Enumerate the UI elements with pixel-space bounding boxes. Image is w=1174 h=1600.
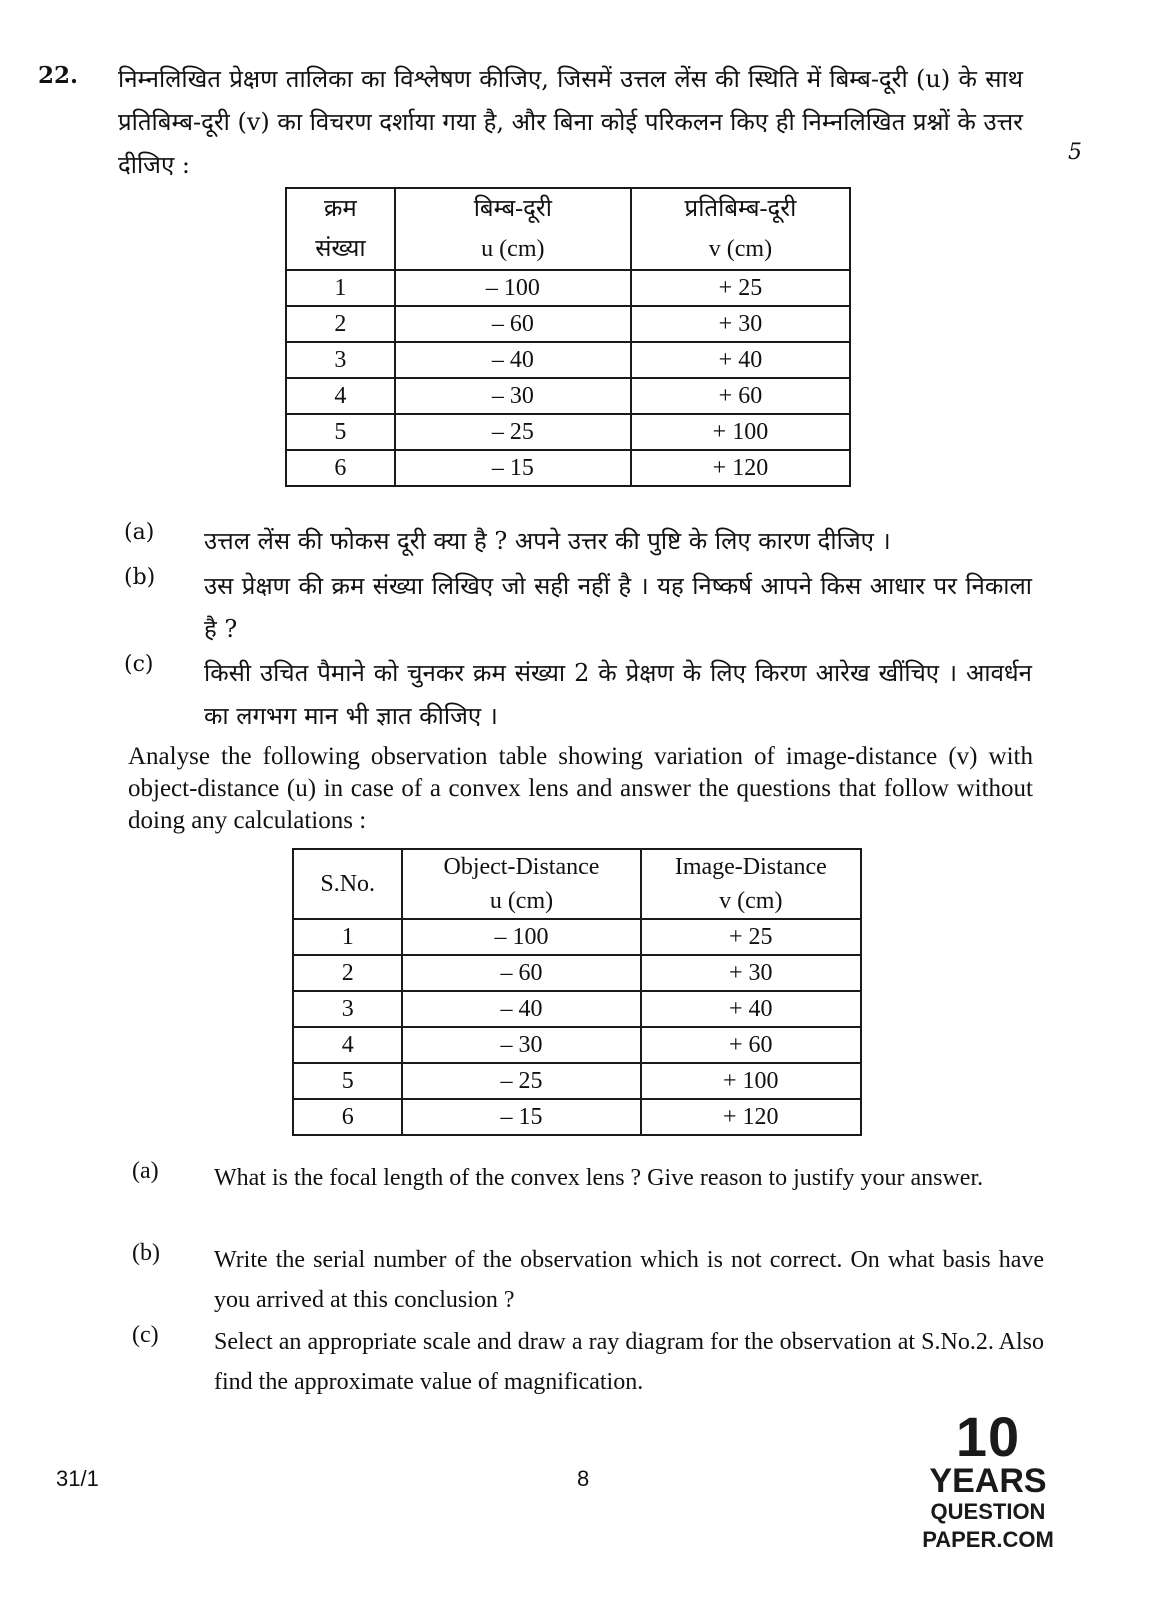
hindi-intro: निम्नलिखित प्रेक्षण तालिका का विश्लेषण कीजिए, जिसमें उत्तल लेंस की स्थिति में बिम्ब-दूरी (u) के साथ प्रतिबिम्ब-दूरी (v) का विचरण दर्शाया गया है, और बिना कोई परिकलन किए ही निम्नलिखित प्रश्नों के उत्तर दीजिए : bbox=[118, 65, 1023, 179]
cell-object-distance: – 30 bbox=[402, 1027, 640, 1063]
question-label: (a) bbox=[124, 520, 155, 545]
paper-code: 31/1 bbox=[56, 1466, 99, 1491]
cell-object-distance: – 15 bbox=[402, 1099, 640, 1135]
question-text: Select an appropriate scale and draw a ray diagram for the observation at S.No.2. Also find the approximate value of magnification. bbox=[214, 1329, 1044, 1395]
cell-image-distance: + 40 bbox=[631, 342, 850, 378]
watermark-logo bbox=[868, 1405, 1108, 1554]
question-label: (a) bbox=[132, 1158, 159, 1184]
header-line: Image-Distance bbox=[674, 854, 827, 880]
cell-image-distance: + 60 bbox=[641, 1027, 861, 1063]
header-line: प्रतिबिम्ब-दूरी bbox=[684, 196, 797, 222]
logo-line-1: 10 bbox=[955, 1405, 1021, 1468]
cell-object-distance: – 40 bbox=[402, 991, 640, 1027]
hindi-observation-table bbox=[285, 187, 851, 487]
table-row bbox=[286, 270, 850, 306]
cell-image-distance: + 120 bbox=[641, 1099, 861, 1135]
cell-image-distance: + 25 bbox=[631, 270, 850, 306]
question-text: उस प्रेक्षण की क्रम संख्या लिखिए जो सही नहीं है । यह निष्कर्ष आपने किस आधार पर निकाला है ? bbox=[204, 572, 1032, 643]
cell-serial: 4 bbox=[286, 378, 395, 414]
table-row bbox=[286, 306, 850, 342]
header-line: S.No. bbox=[320, 871, 376, 897]
table-row bbox=[293, 1099, 861, 1135]
cell-serial: 5 bbox=[286, 414, 395, 450]
cell-object-distance: – 60 bbox=[395, 306, 631, 342]
cell-serial: 1 bbox=[293, 919, 402, 955]
question-label: (b) bbox=[124, 565, 156, 590]
cell-image-distance: + 120 bbox=[631, 450, 850, 486]
header-line: v (cm) bbox=[719, 888, 783, 914]
question-text: उत्तल लेंस की फोकस दूरी क्या है ? अपने उत्तर की पुष्टि के लिए कारण दीजिए । bbox=[204, 527, 891, 555]
cell-object-distance: – 25 bbox=[395, 414, 631, 450]
table-row bbox=[293, 1063, 861, 1099]
table-row bbox=[293, 991, 861, 1027]
header-serial bbox=[286, 188, 395, 270]
question-text: किसी उचित पैमाने को चुनकर क्रम संख्या 2 के प्रेक्षण के लिए किरण आरेख खींचिए । आवर्धन का लगभग मान भी ज्ञात कीजिए । bbox=[204, 659, 1032, 730]
cell-serial: 2 bbox=[293, 955, 402, 991]
cell-image-distance: + 25 bbox=[641, 919, 861, 955]
cell-serial: 6 bbox=[286, 450, 395, 486]
logo-line-2: YEARS bbox=[929, 1462, 1047, 1500]
table-header-row bbox=[293, 849, 861, 919]
question-number: 22. bbox=[38, 62, 79, 89]
page-number: 8 bbox=[577, 1466, 590, 1491]
header-image-distance bbox=[631, 188, 850, 270]
header-image-distance bbox=[641, 849, 861, 919]
header-object-distance bbox=[395, 188, 631, 270]
cell-serial: 5 bbox=[293, 1063, 402, 1099]
marks: 5 bbox=[1068, 140, 1082, 165]
cell-image-distance: + 60 bbox=[631, 378, 850, 414]
cell-image-distance: + 30 bbox=[631, 306, 850, 342]
cell-image-distance: + 40 bbox=[641, 991, 861, 1027]
cell-object-distance: – 40 bbox=[395, 342, 631, 378]
table-header-row bbox=[286, 188, 850, 270]
cell-object-distance: – 25 bbox=[402, 1063, 640, 1099]
table-row bbox=[293, 1027, 861, 1063]
cell-serial: 2 bbox=[286, 306, 395, 342]
english-intro: Analyse the following observation table showing variation of image-distance (v) with object-distance (u) in case of a convex lens and answer the questions that follow without doing any calculations : bbox=[128, 743, 1033, 834]
cell-object-distance: – 60 bbox=[402, 955, 640, 991]
cell-serial: 3 bbox=[286, 342, 395, 378]
cell-image-distance: + 100 bbox=[641, 1063, 861, 1099]
header-line: बिम्ब-दूरी bbox=[473, 196, 552, 222]
header-line: u (cm) bbox=[481, 236, 545, 262]
header-serial bbox=[293, 849, 402, 919]
header-line: क्रम bbox=[324, 196, 357, 222]
english-observation-table bbox=[292, 848, 862, 1136]
table-row bbox=[286, 378, 850, 414]
question-text: Write the serial number of the observation which is not correct. On what basis have you arrived at this conclusion ? bbox=[214, 1247, 1044, 1313]
question-label: (c) bbox=[124, 652, 154, 677]
header-line: v (cm) bbox=[708, 236, 773, 262]
table-row bbox=[286, 450, 850, 486]
table-row bbox=[286, 342, 850, 378]
cell-object-distance: – 30 bbox=[395, 378, 631, 414]
cell-serial: 3 bbox=[293, 991, 402, 1027]
table-row bbox=[286, 414, 850, 450]
table-row bbox=[293, 919, 861, 955]
question-label: (b) bbox=[132, 1240, 160, 1266]
header-line: Object-Distance bbox=[443, 854, 600, 880]
header-line: संख्या bbox=[315, 236, 366, 262]
table-row bbox=[293, 955, 861, 991]
cell-serial: 4 bbox=[293, 1027, 402, 1063]
header-line: u (cm) bbox=[489, 888, 554, 914]
question-label: (c) bbox=[132, 1322, 159, 1348]
logo-line-3: QUESTION PAPER.COM bbox=[922, 1499, 1054, 1552]
cell-serial: 1 bbox=[286, 270, 395, 306]
cell-object-distance: – 100 bbox=[402, 919, 640, 955]
cell-image-distance: + 100 bbox=[631, 414, 850, 450]
question-text: What is the focal length of the convex lens ? Give reason to justify your answer. bbox=[214, 1165, 984, 1191]
cell-object-distance: – 100 bbox=[395, 270, 631, 306]
cell-object-distance: – 15 bbox=[395, 450, 631, 486]
cell-image-distance: + 30 bbox=[641, 955, 861, 991]
header-object-distance bbox=[402, 849, 640, 919]
cell-serial: 6 bbox=[293, 1099, 402, 1135]
